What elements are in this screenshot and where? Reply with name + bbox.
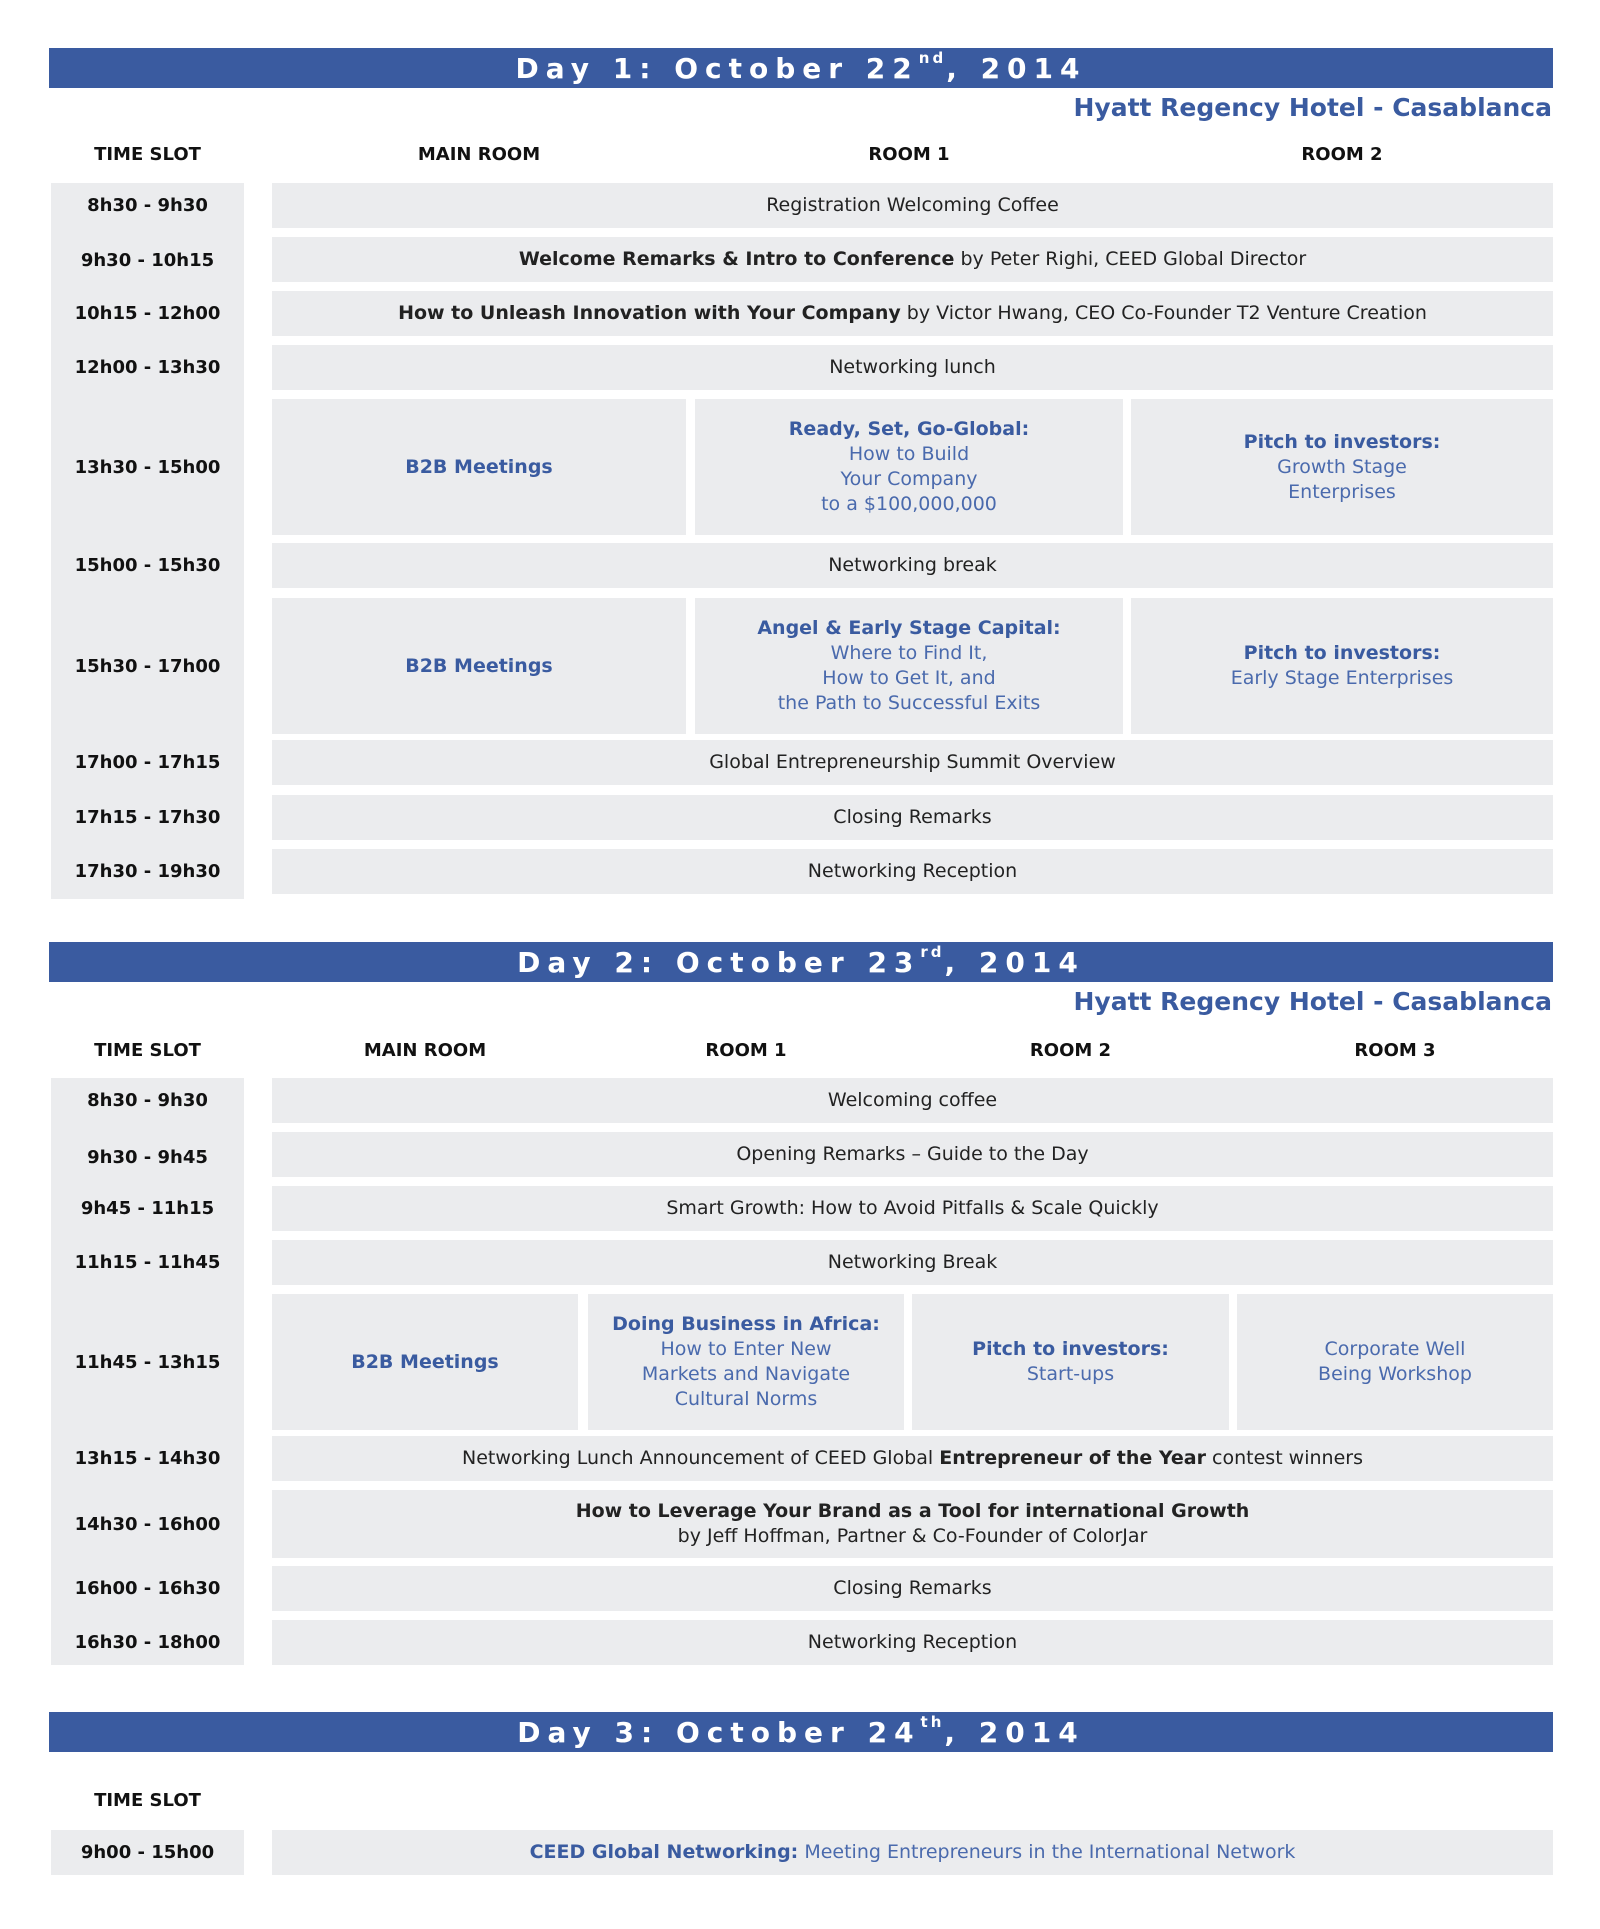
day2-banner-suffix: rd	[920, 943, 945, 961]
day2-opening-text: Opening Remarks – Guide to the Day	[736, 1143, 1089, 1165]
day2-brand-speaker: by Jeff Hoffman, Partner & Co-Founder of ColorJar	[677, 1525, 1148, 1547]
day1-closing-cell	[272, 795, 1553, 840]
day1-ready-cell	[695, 399, 1123, 535]
day1-time-3: 10h15 - 12h00	[74, 303, 221, 324]
day1-summit-text: Global Entrepreneurship Summit Overview	[709, 751, 1116, 773]
day1-time-4: 12h00 - 13h30	[74, 357, 221, 378]
day2-header-time-slot: TIME SLOT	[94, 1040, 201, 1061]
day1-angel-cell	[695, 598, 1123, 734]
day2-pitch-startups-title: Pitch to investors:	[972, 1338, 1169, 1360]
day3-networking-cell	[272, 1830, 1553, 1875]
day2-header-room-1: ROOM 1	[705, 1040, 787, 1061]
day2-header-room-3: ROOM 3	[1354, 1040, 1436, 1061]
day2-b2b-text: B2B Meetings	[351, 1350, 499, 1373]
day3-networking-text: Meeting Entrepreneurs in the International Network	[798, 1841, 1296, 1863]
day1-venue: Hyatt Regency Hotel - Casablanca	[1073, 93, 1552, 122]
day2-africa-line-2: Markets and Navigate	[641, 1363, 851, 1385]
day2-reception-cell	[272, 1620, 1553, 1665]
day1-pitch-growth-line-2: Enterprises	[1288, 480, 1396, 503]
day2-break-cell	[272, 1240, 1553, 1285]
day2-reception-text: Networking Reception	[807, 1631, 1018, 1653]
day2-time-3: 9h45 - 11h15	[80, 1198, 215, 1219]
day1-innovation-cell	[272, 291, 1553, 336]
day1-time-8: 17h00 - 17h15	[74, 752, 221, 773]
day1-ready-line-2: Your Company	[840, 468, 978, 490]
day1-time-10: 17h30 - 19h30	[74, 861, 221, 882]
day2-lunch-text: Networking Lunch Announcement of CEED Global	[462, 1447, 940, 1469]
day1-lunch-cell	[272, 345, 1553, 390]
day1-registration-text: Registration Welcoming Coffee	[766, 194, 1059, 216]
day1-reception-cell	[272, 849, 1553, 894]
day1-time-7: 15h30 - 17h00	[74, 655, 221, 677]
day3-banner-date: Day 3: October 24	[517, 1715, 921, 1749]
day2-banner	[49, 942, 1553, 982]
day1-summit-cell	[272, 740, 1553, 785]
day1-banner-date: Day 1: October 22	[515, 51, 919, 85]
day2-closing-text: Closing Remarks	[833, 1577, 992, 1599]
day3-banner-year: , 2014	[944, 1715, 1085, 1749]
day2-banner-date: Day 2: October 23	[517, 945, 921, 979]
day1-pitch-early-cell	[1131, 598, 1553, 734]
day1-registration-cell	[272, 183, 1553, 228]
day2-time-6: 13h15 - 14h30	[74, 1448, 221, 1469]
day1-reception-text: Networking Reception	[807, 860, 1018, 882]
day2-lunch-award: Entrepreneur of the Year	[939, 1447, 1206, 1469]
day1-b2b-text-2: B2B Meetings	[405, 654, 553, 677]
day1-time-5: 13h30 - 15h00	[74, 456, 221, 478]
day3-banner	[49, 1712, 1553, 1752]
day2-pitch-startups-cell	[912, 1294, 1229, 1430]
day3-banner-suffix: th	[920, 1713, 945, 1731]
day1-banner-year: , 2014	[946, 51, 1087, 85]
day2-wellbeing-line-1: Corporate Well	[1324, 1338, 1466, 1360]
day1-lunch-text: Networking lunch	[829, 356, 996, 378]
day1-angel-line-3: the Path to Successful Exits	[777, 692, 1041, 714]
day2-break-text: Networking Break	[827, 1251, 998, 1273]
day2-wellbeing-cell	[1237, 1294, 1553, 1430]
day2-africa-line-1: How to Enter New	[660, 1338, 832, 1360]
day1-pitch-growth-line-1: Growth Stage	[1277, 455, 1407, 478]
day2-smart-growth-text: Smart Growth: How to Avoid Pitfalls & Scale Quickly	[666, 1197, 1159, 1219]
day2-africa-title: Doing Business in Africa:	[612, 1313, 880, 1335]
day2-time-7: 14h30 - 16h00	[74, 1513, 221, 1535]
day1-angel-line-2: How to Get It, and	[822, 667, 996, 689]
day1-time-2: 9h30 - 10h15	[80, 250, 215, 271]
day1-innovation-speaker: by Victor Hwang, CEO Co-Founder T2 Venture Creation	[900, 302, 1427, 324]
day2-banner-year: , 2014	[944, 945, 1085, 979]
day1-ready-title: Ready, Set, Go-Global:	[788, 418, 1030, 440]
day2-africa-line-3: Cultural Norms	[674, 1388, 818, 1410]
day2-africa-cell	[588, 1294, 904, 1430]
day3-header-time-slot: TIME SLOT	[94, 1790, 201, 1811]
day1-b2b-text-1: B2B Meetings	[405, 455, 553, 478]
day3-time-1: 9h00 - 15h00	[80, 1842, 215, 1863]
day2-venue: Hyatt Regency Hotel - Casablanca	[1073, 987, 1552, 1016]
day2-time-4: 11h15 - 11h45	[74, 1252, 221, 1273]
day2-lunch-suffix: contest winners	[1206, 1447, 1363, 1469]
day1-banner-suffix: nd	[918, 49, 947, 67]
day2-header-main-room: MAIN ROOM	[363, 1040, 487, 1061]
day2-b2b-cell	[272, 1294, 578, 1430]
day1-break-cell	[272, 543, 1553, 588]
day1-time-1: 8h30 - 9h30	[87, 195, 208, 216]
day1-header-room-2: ROOM 2	[1301, 144, 1383, 165]
day1-break-text: Networking break	[828, 554, 997, 576]
day2-coffee-text: Welcoming coffee	[827, 1089, 998, 1111]
day1-time-9: 17h15 - 17h30	[74, 807, 221, 828]
day2-closing-cell	[272, 1566, 1553, 1611]
day1-ready-line-1: How to Build	[848, 443, 970, 465]
day1-ready-line-3: to a $100,000,000	[821, 493, 997, 515]
day2-time-1: 8h30 - 9h30	[87, 1090, 208, 1111]
day2-brand-cell	[272, 1490, 1553, 1558]
day2-opening-cell	[272, 1132, 1553, 1177]
day1-banner	[49, 48, 1553, 88]
day2-brand-title: How to Leverage Your Brand as a Tool for international Growth	[575, 1500, 1250, 1522]
day1-time-6: 15h00 - 15h30	[74, 555, 221, 576]
day2-pitch-startups-line-1: Start-ups	[1026, 1363, 1115, 1385]
day2-wellbeing-line-2: Being Workshop	[1318, 1363, 1472, 1385]
day2-time-2: 9h30 - 9h45	[87, 1147, 208, 1168]
day1-welcome-speaker: by Peter Righi, CEED Global Director	[954, 248, 1307, 270]
day1-pitch-growth-cell	[1131, 399, 1553, 535]
day1-b2b-cell-1	[272, 399, 686, 535]
day2-lunch-cell	[272, 1436, 1553, 1481]
day2-time-8: 16h00 - 16h30	[74, 1578, 221, 1599]
day1-angel-title: Angel & Early Stage Capital:	[757, 617, 1061, 639]
day1-pitch-early-title: Pitch to investors:	[1243, 642, 1441, 664]
day2-time-5: 11h45 - 13h15	[74, 1351, 221, 1373]
day1-angel-line-1: Where to Find It,	[830, 642, 988, 664]
day1-header-time-slot: TIME SLOT	[94, 144, 201, 165]
day1-innovation-title: How to Unleash Innovation with Your Company	[398, 302, 901, 324]
day1-pitch-early-line-1: Early Stage Enterprises	[1230, 667, 1454, 689]
day3-networking-title: CEED Global Networking:	[529, 1841, 799, 1863]
day1-pitch-growth-title: Pitch to investors:	[1243, 430, 1441, 453]
day1-welcome-title: Welcome Remarks & Intro to Conference	[518, 248, 955, 270]
day1-welcome-cell	[272, 237, 1553, 282]
day1-header-main-room: MAIN ROOM	[417, 144, 541, 165]
day2-smart-growth-cell	[272, 1186, 1553, 1231]
day2-header-room-2: ROOM 2	[1029, 1040, 1112, 1061]
day1-closing-text: Closing Remarks	[833, 806, 992, 828]
day2-coffee-cell	[272, 1078, 1553, 1123]
day1-header-room-1: ROOM 1	[868, 144, 950, 165]
day1-b2b-cell-2	[272, 598, 686, 734]
day2-time-9: 16h30 - 18h00	[74, 1632, 221, 1653]
